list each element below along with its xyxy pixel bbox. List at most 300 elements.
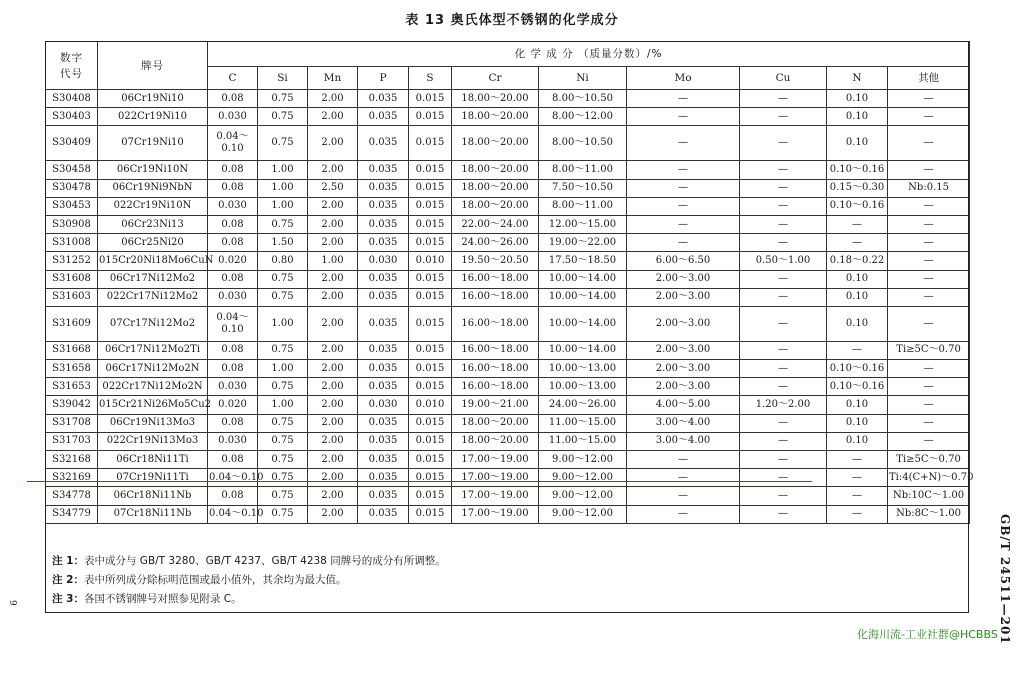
table-cell: 0.035 — [358, 360, 409, 378]
table-cell: 1.00 — [258, 179, 308, 197]
table-cell: 0.08 — [208, 487, 258, 505]
table-cell: 0.035 — [358, 179, 409, 197]
table-cell: 1.00 — [258, 161, 308, 179]
table-cell: — — [888, 306, 970, 341]
table-cell: — — [627, 469, 740, 487]
table-cell: 07Cr17Ni12Mo2 — [98, 306, 208, 341]
table-cell: 1.50 — [258, 234, 308, 252]
table-cell: 9.00～12.00 — [539, 487, 627, 505]
table-cell: 0.75 — [258, 505, 308, 523]
table-cell: — — [740, 505, 827, 523]
table-cell: — — [740, 270, 827, 288]
note-2: 注 2：表中所列成分除标明范围或最小值外，其余均为最大值。 — [52, 574, 347, 586]
table-cell: 1.00 — [258, 396, 308, 414]
table-cell: 11.00～15.00 — [539, 432, 627, 450]
table-cell: S32169 — [46, 469, 98, 487]
table-cell: S31608 — [46, 270, 98, 288]
annotation-line — [27, 481, 812, 482]
table-cell: S31603 — [46, 288, 98, 306]
table-cell: 2.00 — [308, 505, 358, 523]
col-header: Mo — [627, 67, 740, 90]
table-cell: 16.00～18.00 — [452, 270, 539, 288]
table-cell: 17.00～19.00 — [452, 505, 539, 523]
table-cell: 0.035 — [358, 306, 409, 341]
table-cell: 0.10～0.16 — [827, 360, 888, 378]
table-cell: — — [888, 234, 970, 252]
note-3: 注 3：各国不锈钢牌号对照参见附录 C。 — [52, 593, 242, 605]
table-cell: 0.035 — [358, 378, 409, 396]
table-cell: — — [888, 108, 970, 126]
table-cell: 0.010 — [409, 396, 452, 414]
table-cell: 17.00～19.00 — [452, 451, 539, 469]
table-cell: — — [888, 396, 970, 414]
table-cell: 8.00～10.50 — [539, 90, 627, 108]
page-number: 9 — [7, 600, 17, 606]
table-cell: 0.10 — [827, 288, 888, 306]
table-cell: Ti≥5C～0.70 — [888, 341, 970, 359]
table-cell: 022Cr19Ni10 — [98, 108, 208, 126]
table-cell: 10.00～14.00 — [539, 270, 627, 288]
table-cell: 10.00～13.00 — [539, 378, 627, 396]
table-cell: 015Cr20Ni18Mo6CuN — [98, 252, 208, 270]
col-header: S — [409, 67, 452, 90]
table-cell: 022Cr17Ni12Mo2N — [98, 378, 208, 396]
table-cell: 0.015 — [409, 179, 452, 197]
table-cell: 0.035 — [358, 90, 409, 108]
table-cell: 0.75 — [258, 414, 308, 432]
table-cell: 0.035 — [358, 451, 409, 469]
table-cell: 17.00～19.00 — [452, 487, 539, 505]
note-1: 注 1：表中成分与 GB/T 3280、GB/T 4237、GB/T 4238 同牌号的成分有所调整。 — [52, 555, 446, 567]
table-cell: 18.00～20.00 — [452, 432, 539, 450]
table-cell: 0.010 — [409, 252, 452, 270]
table-cell: 18.00～20.00 — [452, 197, 539, 215]
table-cell: — — [627, 451, 740, 469]
table-cell: 9.00～12.00 — [539, 469, 627, 487]
table-cell: — — [888, 270, 970, 288]
table-cell: 0.75 — [258, 90, 308, 108]
header-grade: 牌号 — [98, 42, 208, 90]
table-cell: 0.015 — [409, 378, 452, 396]
table-cell: — — [740, 215, 827, 233]
table-cell: 2.00 — [308, 90, 358, 108]
table-cell: — — [627, 90, 740, 108]
table-cell: — — [627, 487, 740, 505]
table-cell: — — [740, 288, 827, 306]
table-cell: 2.00 — [308, 197, 358, 215]
table-cell: 8.00～11.00 — [539, 161, 627, 179]
table-cell: 0.030 — [208, 288, 258, 306]
table-cell: 0.020 — [208, 396, 258, 414]
table-cell: 19.50～20.50 — [452, 252, 539, 270]
table-cell: 0.15～0.30 — [827, 179, 888, 197]
table-cell: 0.10 — [827, 270, 888, 288]
table-cell: 022Cr19Ni13Mo3 — [98, 432, 208, 450]
table-cell: Ti≥5C～0.70 — [888, 451, 970, 469]
table-cell: 6.00～6.50 — [627, 252, 740, 270]
table-cell: 0.015 — [409, 288, 452, 306]
table-cell: 16.00～18.00 — [452, 360, 539, 378]
table-cell: — — [740, 161, 827, 179]
table-cell: — — [740, 108, 827, 126]
table-cell: — — [888, 252, 970, 270]
col-header: 其他 — [888, 67, 970, 90]
table-cell: S30458 — [46, 161, 98, 179]
table-cell: 7.50～10.50 — [539, 179, 627, 197]
table-cell: — — [627, 161, 740, 179]
table-cell: — — [627, 215, 740, 233]
table-cell: 0.030 — [208, 378, 258, 396]
table-cell: 0.75 — [258, 108, 308, 126]
table-cell: S34778 — [46, 487, 98, 505]
table-cell: Nb:0.15 — [888, 179, 970, 197]
table-cell: 0.10～0.16 — [827, 378, 888, 396]
table-cell: 0.10 — [827, 90, 888, 108]
table-cell: 0.030 — [358, 252, 409, 270]
table-cell: 022Cr19Ni10N — [98, 197, 208, 215]
table-cell: — — [827, 234, 888, 252]
table-cell: 2.00 — [308, 378, 358, 396]
table-cell: S31252 — [46, 252, 98, 270]
table-cell: — — [888, 288, 970, 306]
table-cell: 1.00 — [258, 306, 308, 341]
col-header: Cu — [740, 67, 827, 90]
table-cell: 06Cr19Ni10N — [98, 161, 208, 179]
table-cell: 0.030 — [358, 396, 409, 414]
table-cell: 2.00～3.00 — [627, 341, 740, 359]
table-cell: 0.015 — [409, 505, 452, 523]
table-cell: 0.04～0.10 — [208, 505, 258, 523]
table-cell: 0.10 — [827, 396, 888, 414]
table-cell: 2.00～3.00 — [627, 360, 740, 378]
table-cell: S30478 — [46, 179, 98, 197]
table-notes — [52, 552, 952, 609]
table-cell: 2.50 — [308, 179, 358, 197]
table-cell: S30408 — [46, 90, 98, 108]
table-cell: 0.015 — [409, 161, 452, 179]
table-cell: — — [740, 432, 827, 450]
table-cell: 0.08 — [208, 215, 258, 233]
table-cell: — — [740, 378, 827, 396]
table-cell: 0.035 — [358, 197, 409, 215]
table-cell: 11.00～15.00 — [539, 414, 627, 432]
table-cell: — — [888, 360, 970, 378]
header-composition: 化 学 成 分 （质量分数）/% — [208, 42, 970, 67]
table-cell: 18.00～20.00 — [452, 179, 539, 197]
table-cell: 2.00～3.00 — [627, 378, 740, 396]
table-cell: 24.00～26.00 — [452, 234, 539, 252]
table-cell: S39042 — [46, 396, 98, 414]
table-cell: 3.00～4.00 — [627, 414, 740, 432]
table-cell: 0.035 — [358, 469, 409, 487]
table-cell: 0.08 — [208, 270, 258, 288]
table-cell: 0.015 — [409, 197, 452, 215]
table-cell: 18.00～20.00 — [452, 90, 539, 108]
table-cell: 16.00～18.00 — [452, 306, 539, 341]
col-header: N — [827, 67, 888, 90]
table-cell: 0.08 — [208, 341, 258, 359]
table-cell: Nb:10C～1.00 — [888, 487, 970, 505]
table-cell: 0.08 — [208, 90, 258, 108]
table-cell: 0.015 — [409, 270, 452, 288]
table-cell: 4.00～5.00 — [627, 396, 740, 414]
col-header: C — [208, 67, 258, 90]
col-header: Si — [258, 67, 308, 90]
table-cell: S31008 — [46, 234, 98, 252]
table-cell: — — [827, 487, 888, 505]
table-cell: 10.00～14.00 — [539, 341, 627, 359]
table-cell: 06Cr19Ni13Mo3 — [98, 414, 208, 432]
table-cell: 0.015 — [409, 126, 452, 161]
table-cell: — — [627, 108, 740, 126]
table-cell: — — [740, 126, 827, 161]
table-frame — [45, 41, 969, 613]
table-cell: 1.00 — [308, 252, 358, 270]
table-cell: 0.75 — [258, 432, 308, 450]
table-cell: 0.10～0.16 — [827, 197, 888, 215]
table-cell: 8.00～11.00 — [539, 197, 627, 215]
table-cell: 18.00～20.00 — [452, 414, 539, 432]
table-cell: 0.015 — [409, 215, 452, 233]
table-cell: 1.20～2.00 — [740, 396, 827, 414]
col-header: Mn — [308, 67, 358, 90]
table-cell: 10.00～14.00 — [539, 288, 627, 306]
table-cell: S30453 — [46, 197, 98, 215]
table-cell: — — [740, 451, 827, 469]
table-cell: 0.08 — [208, 414, 258, 432]
table-cell: 0.015 — [409, 487, 452, 505]
table-cell: 0.10 — [827, 414, 888, 432]
table-cell: — — [740, 90, 827, 108]
table-cell: 2.00 — [308, 270, 358, 288]
table-cell: — — [827, 469, 888, 487]
table-cell: 0.035 — [358, 215, 409, 233]
table-cell: 1.00 — [258, 360, 308, 378]
table-cell: 3.00～4.00 — [627, 432, 740, 450]
table-cell: — — [888, 378, 970, 396]
table-cell: S34779 — [46, 505, 98, 523]
header-code: 数字 代号 — [46, 42, 98, 90]
table-cell: 0.015 — [409, 90, 452, 108]
table-cell: 0.015 — [409, 360, 452, 378]
table-cell: — — [627, 234, 740, 252]
table-cell: 06Cr19Ni10 — [98, 90, 208, 108]
table-cell: 0.75 — [258, 469, 308, 487]
table-cell: — — [827, 215, 888, 233]
table-cell: — — [627, 197, 740, 215]
table-cell: — — [888, 215, 970, 233]
table-cell: 0.08 — [208, 360, 258, 378]
table-cell: — — [740, 179, 827, 197]
table-cell: 2.00 — [308, 234, 358, 252]
table-cell: 0.10 — [827, 126, 888, 161]
table-cell: 0.08 — [208, 179, 258, 197]
table-cell: 17.00～19.00 — [452, 469, 539, 487]
table-cell: — — [740, 341, 827, 359]
table-cell: 2.00 — [308, 432, 358, 450]
table-cell: 2.00～3.00 — [627, 306, 740, 341]
table-cell: 0.08 — [208, 234, 258, 252]
table-cell: 06Cr25Ni20 — [98, 234, 208, 252]
table-cell: 2.00 — [308, 161, 358, 179]
table-cell: 2.00 — [308, 360, 358, 378]
table-cell: 0.030 — [208, 108, 258, 126]
table-cell: 0.08 — [208, 451, 258, 469]
table-cell: 18.00～20.00 — [452, 108, 539, 126]
table-cell: — — [740, 234, 827, 252]
table-cell: 0.08 — [208, 161, 258, 179]
table-cell: 0.75 — [258, 288, 308, 306]
table-cell: 0.035 — [358, 414, 409, 432]
table-cell: 0.035 — [358, 126, 409, 161]
table-cell: 0.015 — [409, 341, 452, 359]
table-cell: — — [627, 126, 740, 161]
table-cell: S31703 — [46, 432, 98, 450]
table-cell: 0.75 — [258, 487, 308, 505]
table-cell: S32168 — [46, 451, 98, 469]
table-cell: 0.10～0.16 — [827, 161, 888, 179]
table-cell: 0.015 — [409, 432, 452, 450]
table-cell: — — [888, 126, 970, 161]
table-cell: 0.10 — [827, 306, 888, 341]
table-cell: 2.00～3.00 — [627, 288, 740, 306]
table-cell: 10.00～14.00 — [539, 306, 627, 341]
table-cell: 07Cr18Ni11Nb — [98, 505, 208, 523]
table-cell: 0.030 — [208, 432, 258, 450]
table-cell: 0.04～0.10 — [208, 469, 258, 487]
col-header: P — [358, 67, 409, 90]
table-cell: 12.00～15.00 — [539, 215, 627, 233]
table-cell: 2.00 — [308, 341, 358, 359]
table-cell: S31653 — [46, 378, 98, 396]
table-cell: 16.00～18.00 — [452, 288, 539, 306]
table-cell: Ti:4(C+N)～0.70 — [888, 469, 970, 487]
table-cell: 2.00 — [308, 469, 358, 487]
table-cell: 07Cr19Ni10 — [98, 126, 208, 161]
table-cell: 9.00～12.00 — [539, 505, 627, 523]
table-cell: 22.00～24.00 — [452, 215, 539, 233]
table-cell: 0.030 — [208, 197, 258, 215]
table-cell: 06Cr18Ni11Ti — [98, 451, 208, 469]
watermark-text: 化海川流-工业社群@HCBBS — [857, 628, 998, 641]
table-cell: 0.015 — [409, 234, 452, 252]
table-cell: 0.020 — [208, 252, 258, 270]
table-cell: — — [888, 414, 970, 432]
table-cell: 0.75 — [258, 215, 308, 233]
table-cell: 0.04～ 0.10 — [208, 126, 258, 161]
table-cell: 2.00～3.00 — [627, 270, 740, 288]
table-cell: 0.015 — [409, 469, 452, 487]
table-cell: — — [740, 487, 827, 505]
table-cell: 0.035 — [358, 505, 409, 523]
table-cell: 2.00 — [308, 108, 358, 126]
table-cell: 24.00～26.00 — [539, 396, 627, 414]
table-cell: 0.035 — [358, 234, 409, 252]
table-cell: S31658 — [46, 360, 98, 378]
table-cell: — — [888, 90, 970, 108]
table-cell: 1.00 — [258, 197, 308, 215]
table-cell: 0.035 — [358, 288, 409, 306]
table-cell: 015Cr21Ni26Mo5Cu2 — [98, 396, 208, 414]
col-header: Ni — [539, 67, 627, 90]
table-cell: S31668 — [46, 341, 98, 359]
table-cell: — — [827, 505, 888, 523]
table-cell: 0.10 — [827, 108, 888, 126]
table-cell: S30409 — [46, 126, 98, 161]
table-cell: 0.10 — [827, 432, 888, 450]
table-cell: — — [888, 432, 970, 450]
table-cell: 18.00～20.00 — [452, 126, 539, 161]
table-cell: 0.015 — [409, 306, 452, 341]
table-cell: 0.035 — [358, 161, 409, 179]
table-cell: — — [740, 360, 827, 378]
table-cell: 0.035 — [358, 341, 409, 359]
table-cell: S30403 — [46, 108, 98, 126]
table-cell: 0.75 — [258, 341, 308, 359]
table-cell: 0.04～ 0.10 — [208, 306, 258, 341]
table-cell: 2.00 — [308, 487, 358, 505]
table-cell: — — [888, 197, 970, 215]
table-cell: — — [888, 161, 970, 179]
table-cell: 06Cr17Ni12Mo2Ti — [98, 341, 208, 359]
table-cell: — — [740, 306, 827, 341]
table-cell: S31708 — [46, 414, 98, 432]
table-cell: 2.00 — [308, 126, 358, 161]
table-cell: Nb:8C～1.00 — [888, 505, 970, 523]
table-cell: 07Cr19Ni11Ti — [98, 469, 208, 487]
table-cell: 0.75 — [258, 451, 308, 469]
table-cell: 0.75 — [258, 270, 308, 288]
table-cell: 0.035 — [358, 487, 409, 505]
table-cell: 0.035 — [358, 432, 409, 450]
table-cell: — — [827, 451, 888, 469]
table-cell: — — [827, 341, 888, 359]
table-cell: 06Cr17Ni12Mo2N — [98, 360, 208, 378]
table-cell: — — [740, 414, 827, 432]
table-cell: 2.00 — [308, 288, 358, 306]
table-cell: 16.00～18.00 — [452, 341, 539, 359]
table-cell: 0.015 — [409, 108, 452, 126]
standard-code: GB/T 24511—201 — [998, 514, 1012, 645]
table-cell: 9.00～12.00 — [539, 451, 627, 469]
table-cell: 0.75 — [258, 378, 308, 396]
table-cell: — — [740, 469, 827, 487]
table-cell: 022Cr17Ni12Mo2 — [98, 288, 208, 306]
table-cell: 0.50～1.00 — [740, 252, 827, 270]
table-cell: 2.00 — [308, 451, 358, 469]
table-cell: 8.00～10.50 — [539, 126, 627, 161]
table-cell: — — [627, 505, 740, 523]
table-cell: 2.00 — [308, 306, 358, 341]
table-cell: 2.00 — [308, 396, 358, 414]
table-cell: 2.00 — [308, 215, 358, 233]
table-cell: 0.75 — [258, 126, 308, 161]
table-cell: 06Cr18Ni11Nb — [98, 487, 208, 505]
table-cell: 0.035 — [358, 270, 409, 288]
table-cell: 0.015 — [409, 451, 452, 469]
table-cell: 06Cr19Ni9NbN — [98, 179, 208, 197]
table-cell: — — [740, 197, 827, 215]
table-cell: 06Cr17Ni12Mo2 — [98, 270, 208, 288]
table-cell: 10.00～13.00 — [539, 360, 627, 378]
table-cell: 0.035 — [358, 108, 409, 126]
table-cell: 06Cr23Ni13 — [98, 215, 208, 233]
table-cell: — — [627, 179, 740, 197]
table-cell: S30908 — [46, 215, 98, 233]
table-cell: S31609 — [46, 306, 98, 341]
col-header: Cr — [452, 67, 539, 90]
table-cell: 2.00 — [308, 414, 358, 432]
